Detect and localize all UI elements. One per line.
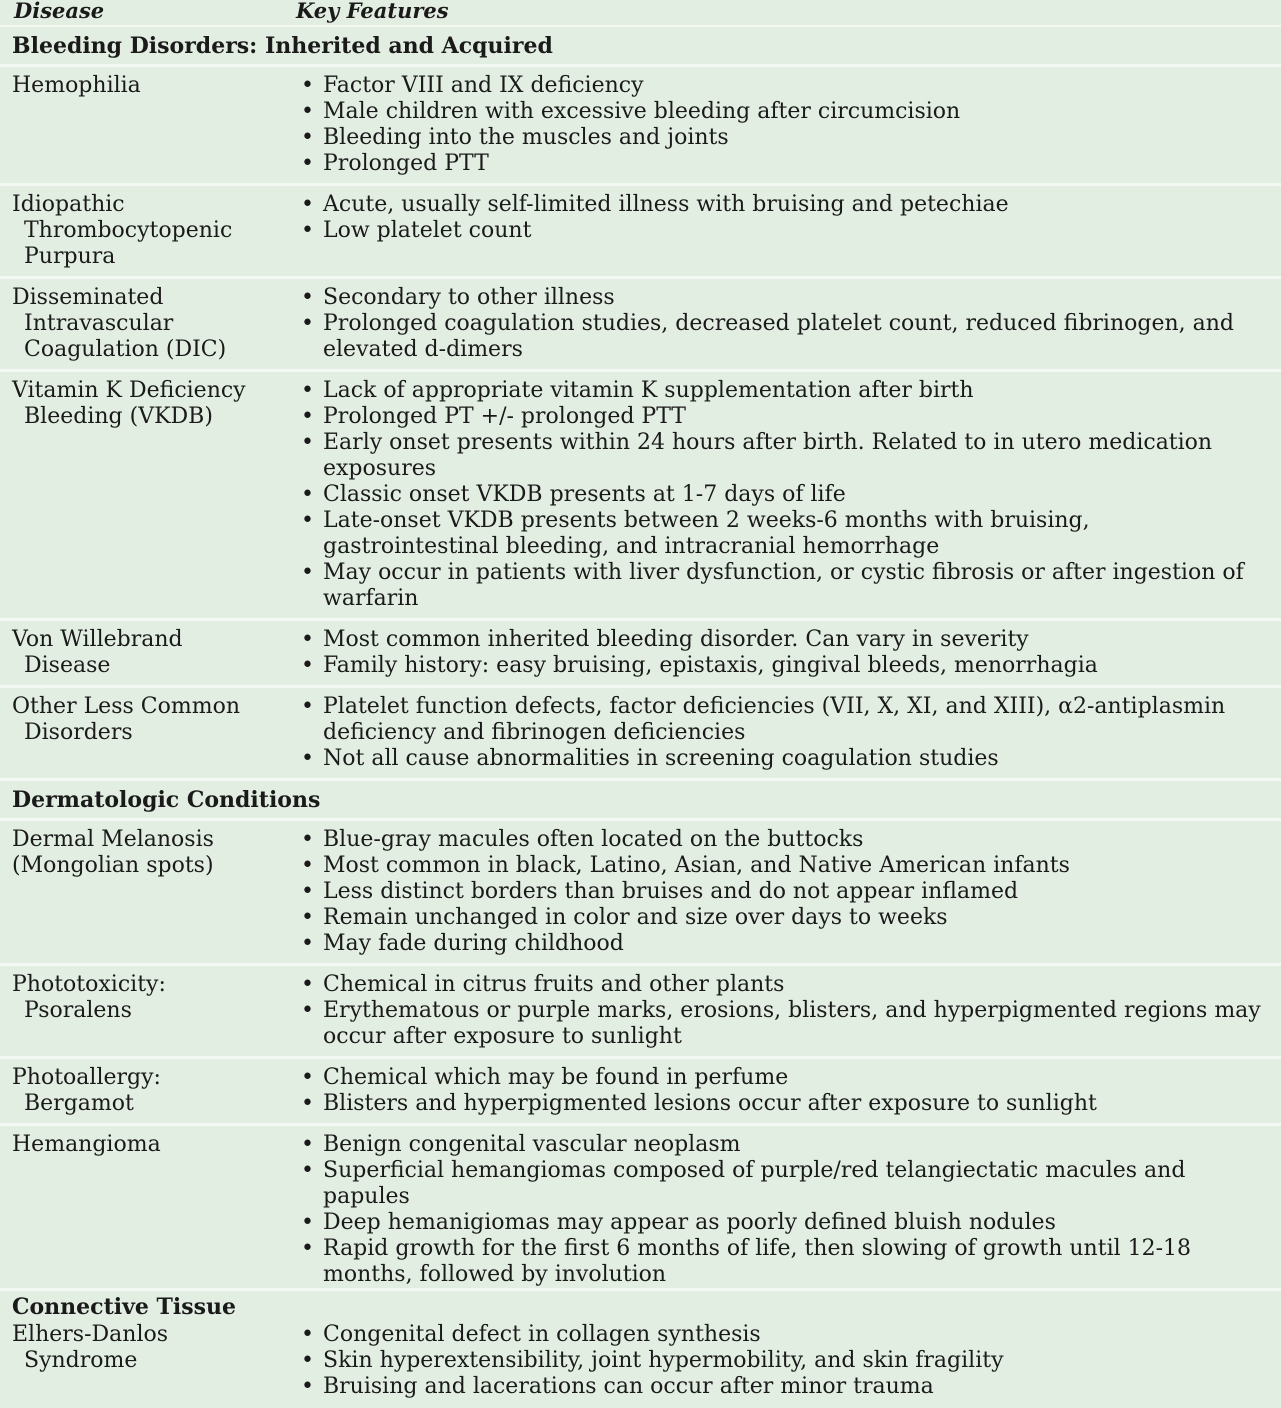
disease-name-line: Disease — [24, 653, 111, 678]
key-features-list — [296, 1132, 1281, 1288]
list-item: • Chemical in citrus fruits and other plants — [296, 972, 1261, 998]
table-row — [0, 966, 1281, 1059]
list-item: • Prolonged PTT — [296, 151, 1261, 177]
list-item: • May occur in patients with liver dysfunction, or cystic fibrosis or after ingestion of warfarin — [296, 560, 1261, 612]
table-body — [0, 27, 1281, 1408]
list-item: • Low platelet count — [296, 218, 1261, 244]
section-title: Bleeding Disorders: Inherited and Acquired — [0, 27, 1281, 67]
list-item: • Most common inherited bleeding disorder. Can vary in severity — [296, 627, 1261, 653]
list-item: • Deep hemanigiomas may appear as poorly defined bluish nodules — [296, 1210, 1261, 1236]
key-features-list — [296, 972, 1281, 1056]
key-features-list — [296, 378, 1281, 618]
list-item: • Benign congenital vascular neoplasm — [296, 1132, 1261, 1158]
disease-name-line: Psoralens — [24, 998, 132, 1023]
list-item: • Classic onset VKDB presents at 1-7 days of life — [296, 482, 1261, 508]
disease-cell — [0, 378, 296, 618]
key-features-list — [296, 1322, 1281, 1408]
list-item: • Early onset presents within 24 hours after birth. Related to in utero medication exposures — [296, 430, 1261, 482]
section-title: Connective Tissue — [12, 1294, 237, 1320]
disease-name-line: Other Less Common — [12, 694, 240, 719]
table-row — [0, 821, 1281, 966]
list-item: • Prolonged coagulation studies, decreased platelet count, reduced fibrinogen, and elevated d-dimers — [296, 311, 1261, 363]
table-row — [0, 1126, 1281, 1291]
disease-name-line: Disseminated — [12, 285, 164, 310]
table-row — [0, 372, 1281, 621]
table-row — [0, 1322, 1281, 1408]
table-row — [0, 279, 1281, 372]
disease-name-line: Bleeding (VKDB) — [24, 404, 213, 429]
section-title: Dermatologic Conditions — [0, 781, 1281, 821]
list-item: • Most common in black, Latino, Asian, and Native American infants — [296, 853, 1261, 879]
disease-name-line: Hemophilia — [12, 73, 141, 98]
list-item: • Blue-gray macules often located on the buttocks — [296, 827, 1261, 853]
table-row — [0, 186, 1281, 279]
key-features-list — [296, 1065, 1281, 1123]
key-features-list — [296, 827, 1281, 963]
disease-name-line: Von Willebrand — [12, 627, 183, 652]
disease-cell — [0, 192, 296, 276]
disease-cell — [0, 627, 296, 685]
list-item: • Rapid growth for the first 6 months of life, then slowing of growth until 12-18 months, followed by involution — [296, 1236, 1261, 1288]
list-item: • Chemical which may be found in perfume — [296, 1065, 1261, 1091]
list-item: • Bruising and lacerations can occur after minor trauma — [296, 1374, 1261, 1400]
key-features-list — [296, 694, 1281, 778]
list-item: • Erythematous or purple marks, erosions, blisters, and hyperpigmented regions may occur after exposure to sunlight — [296, 998, 1261, 1050]
key-features-list — [296, 627, 1281, 685]
list-item: • Platelet function defects, factor deficiencies (VII, X, XI, and XIII), α2-antiplasmin deficiency and fibrinogen deficiencies — [296, 694, 1261, 746]
table-row — [0, 1059, 1281, 1126]
disease-cell — [0, 73, 296, 183]
column-header-disease: Disease — [14, 0, 105, 23]
disease-name-line: Idiopathic — [12, 192, 125, 217]
disease-cell — [0, 1132, 296, 1288]
list-item: • Blisters and hyperpigmented lesions occur after exposure to sunlight — [296, 1091, 1261, 1117]
list-item: • Skin hyperextensibility, joint hypermobility, and skin fragility — [296, 1348, 1261, 1374]
disease-name-line: Coagulation (DIC) — [24, 337, 227, 362]
list-item: • Prolonged PT +/- prolonged PTT — [296, 404, 1261, 430]
list-item: • Superficial hemangiomas composed of purple/red telangiectatic macules and papules — [296, 1158, 1261, 1210]
list-item: • Late-onset VKDB presents between 2 weeks-6 months with bruising, gastrointestinal bleeding, and intracranial hemorrhage — [296, 508, 1261, 560]
list-item: • Remain unchanged in color and size over days to weeks — [296, 905, 1261, 931]
disease-name-line: Hemangioma — [12, 1132, 161, 1157]
disease-cell — [0, 827, 296, 963]
list-item: • Less distinct borders than bruises and do not appear inflamed — [296, 879, 1261, 905]
disease-cell — [0, 285, 296, 369]
list-item: • Acute, usually self-limited illness with bruising and petechiae — [296, 192, 1261, 218]
list-item: • Congenital defect in collagen synthesis — [296, 1322, 1261, 1348]
disease-cell — [0, 972, 296, 1056]
list-item: • Secondary to other illness — [296, 285, 1261, 311]
table-row — [0, 621, 1281, 688]
disease-name-line: Purpura — [24, 244, 116, 269]
list-item: • May fade during childhood — [296, 931, 1261, 957]
list-item: • Factor VIII and IX deficiency — [296, 73, 1261, 99]
disease-name-line: Elhers-Danlos — [12, 1322, 169, 1347]
column-header-key-features: Key Features — [296, 0, 449, 23]
disease-name-line: Bergamot — [24, 1091, 134, 1116]
key-features-list — [296, 73, 1281, 183]
disease-name-line: Photoallergy: — [12, 1065, 161, 1090]
disease-name-line: Thrombocytopenic — [24, 218, 233, 243]
disease-name-line: Disorders — [24, 720, 133, 745]
list-item: • Lack of appropriate vitamin K supplementation after birth — [296, 378, 1261, 404]
disease-name-line: (Mongolian spots) — [12, 853, 214, 878]
list-item: • Not all cause abnormalities in screening coagulation studies — [296, 746, 1261, 772]
disease-name-line: Phototoxicity: — [12, 972, 166, 997]
disease-name-line: Dermal Melanosis — [12, 827, 214, 852]
list-item: • Family history: easy bruising, epistaxis, gingival bleeds, menorrhagia — [296, 653, 1261, 679]
disease-name-line: Syndrome — [24, 1348, 138, 1373]
disease-cell — [0, 1065, 296, 1123]
table-header — [0, 0, 1281, 27]
disease-name-line: Intravascular — [24, 311, 174, 336]
list-item: • Bleeding into the muscles and joints — [296, 125, 1261, 151]
key-features-list — [296, 192, 1281, 276]
table-row — [0, 688, 1281, 781]
disease-name-line: Vitamin K Deficiency — [12, 378, 246, 403]
key-features-list — [296, 285, 1281, 369]
table-row — [0, 67, 1281, 186]
list-item: • Male children with excessive bleeding after circumcision — [296, 99, 1261, 125]
disease-cell — [0, 694, 296, 778]
disease-cell — [0, 1322, 296, 1408]
